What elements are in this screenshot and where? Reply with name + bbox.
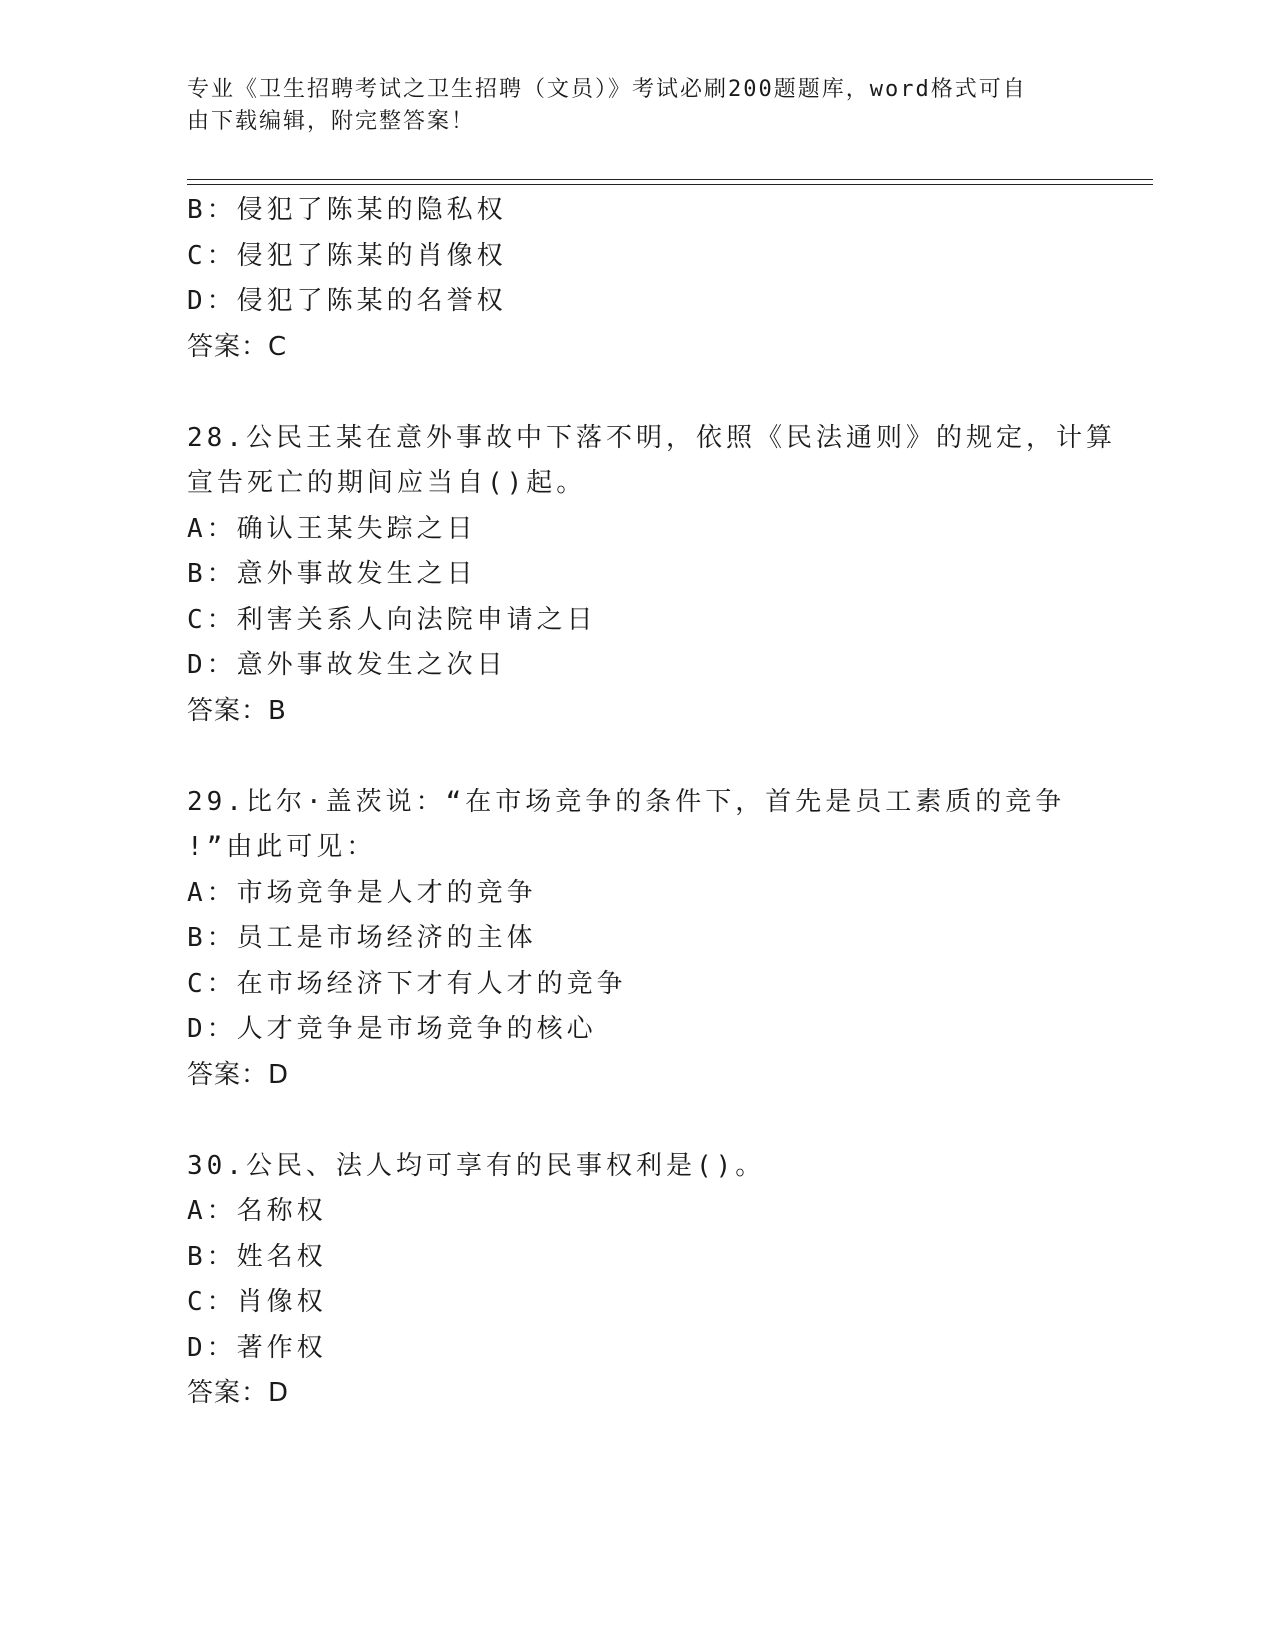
option-c: C：利害关系人向法院申请之日 [187,604,597,635]
document-header [187,74,1087,138]
option-d: D：人才竞争是市场竞争的核心 [187,1014,597,1044]
answer: 答案：D [187,1059,290,1090]
option-a: A：确认王某失踪之日 [187,513,477,544]
option-c: C：侵犯了陈某的肖像权 [187,240,507,271]
question-stem: 30.公民、法人均可享有的民事权利是()。 [187,1150,766,1181]
question-stem-continued: 宣告死亡的期间应当自()起。 [187,468,587,498]
option-c: C：肖像权 [187,1287,327,1317]
option-b: B：员工是市场经济的主体 [187,923,537,953]
option-b: B：姓名权 [187,1241,327,1272]
option-c: C：在市场经济下才有人才的竞争 [187,968,627,999]
question-27-continued [187,188,1087,370]
question-28 [187,416,1116,735]
option-a: A：名称权 [187,1196,327,1226]
option-d: D：著作权 [187,1332,327,1363]
document-body [187,188,1116,1417]
answer: 答案：C [187,331,288,362]
option-a: A：市场竞争是人才的竞争 [187,877,537,908]
option-b: B：侵犯了陈某的隐私权 [187,195,507,225]
header-rule-top [187,179,1153,180]
question-stem: 29.比尔·盖茨说：“在市场竞争的条件下，首先是员工素质的竞争 [187,786,1066,817]
answer: 答案：B [187,695,287,726]
option-d: D：意外事故发生之次日 [187,650,507,680]
answer: 答案：D [187,1378,290,1408]
header-line-1: 专业《卫生招聘考试之卫生招聘（文员）》考试必刷200题题库，word格式可自 [187,77,1027,102]
question-30 [187,1144,1087,1417]
option-b: B：意外事故发生之日 [187,559,477,589]
question-29 [187,780,1087,1099]
header-rule-bottom [187,184,1153,185]
header-line-2: 由下载编辑，附完整答案！ [187,109,476,134]
question-stem-continued: !”由此可见： [187,832,377,862]
question-stem: 28.公民王某在意外事故中下落不明，依照《民法通则》的规定，计算 [187,422,1116,453]
option-d: D：侵犯了陈某的名誉权 [187,286,507,316]
